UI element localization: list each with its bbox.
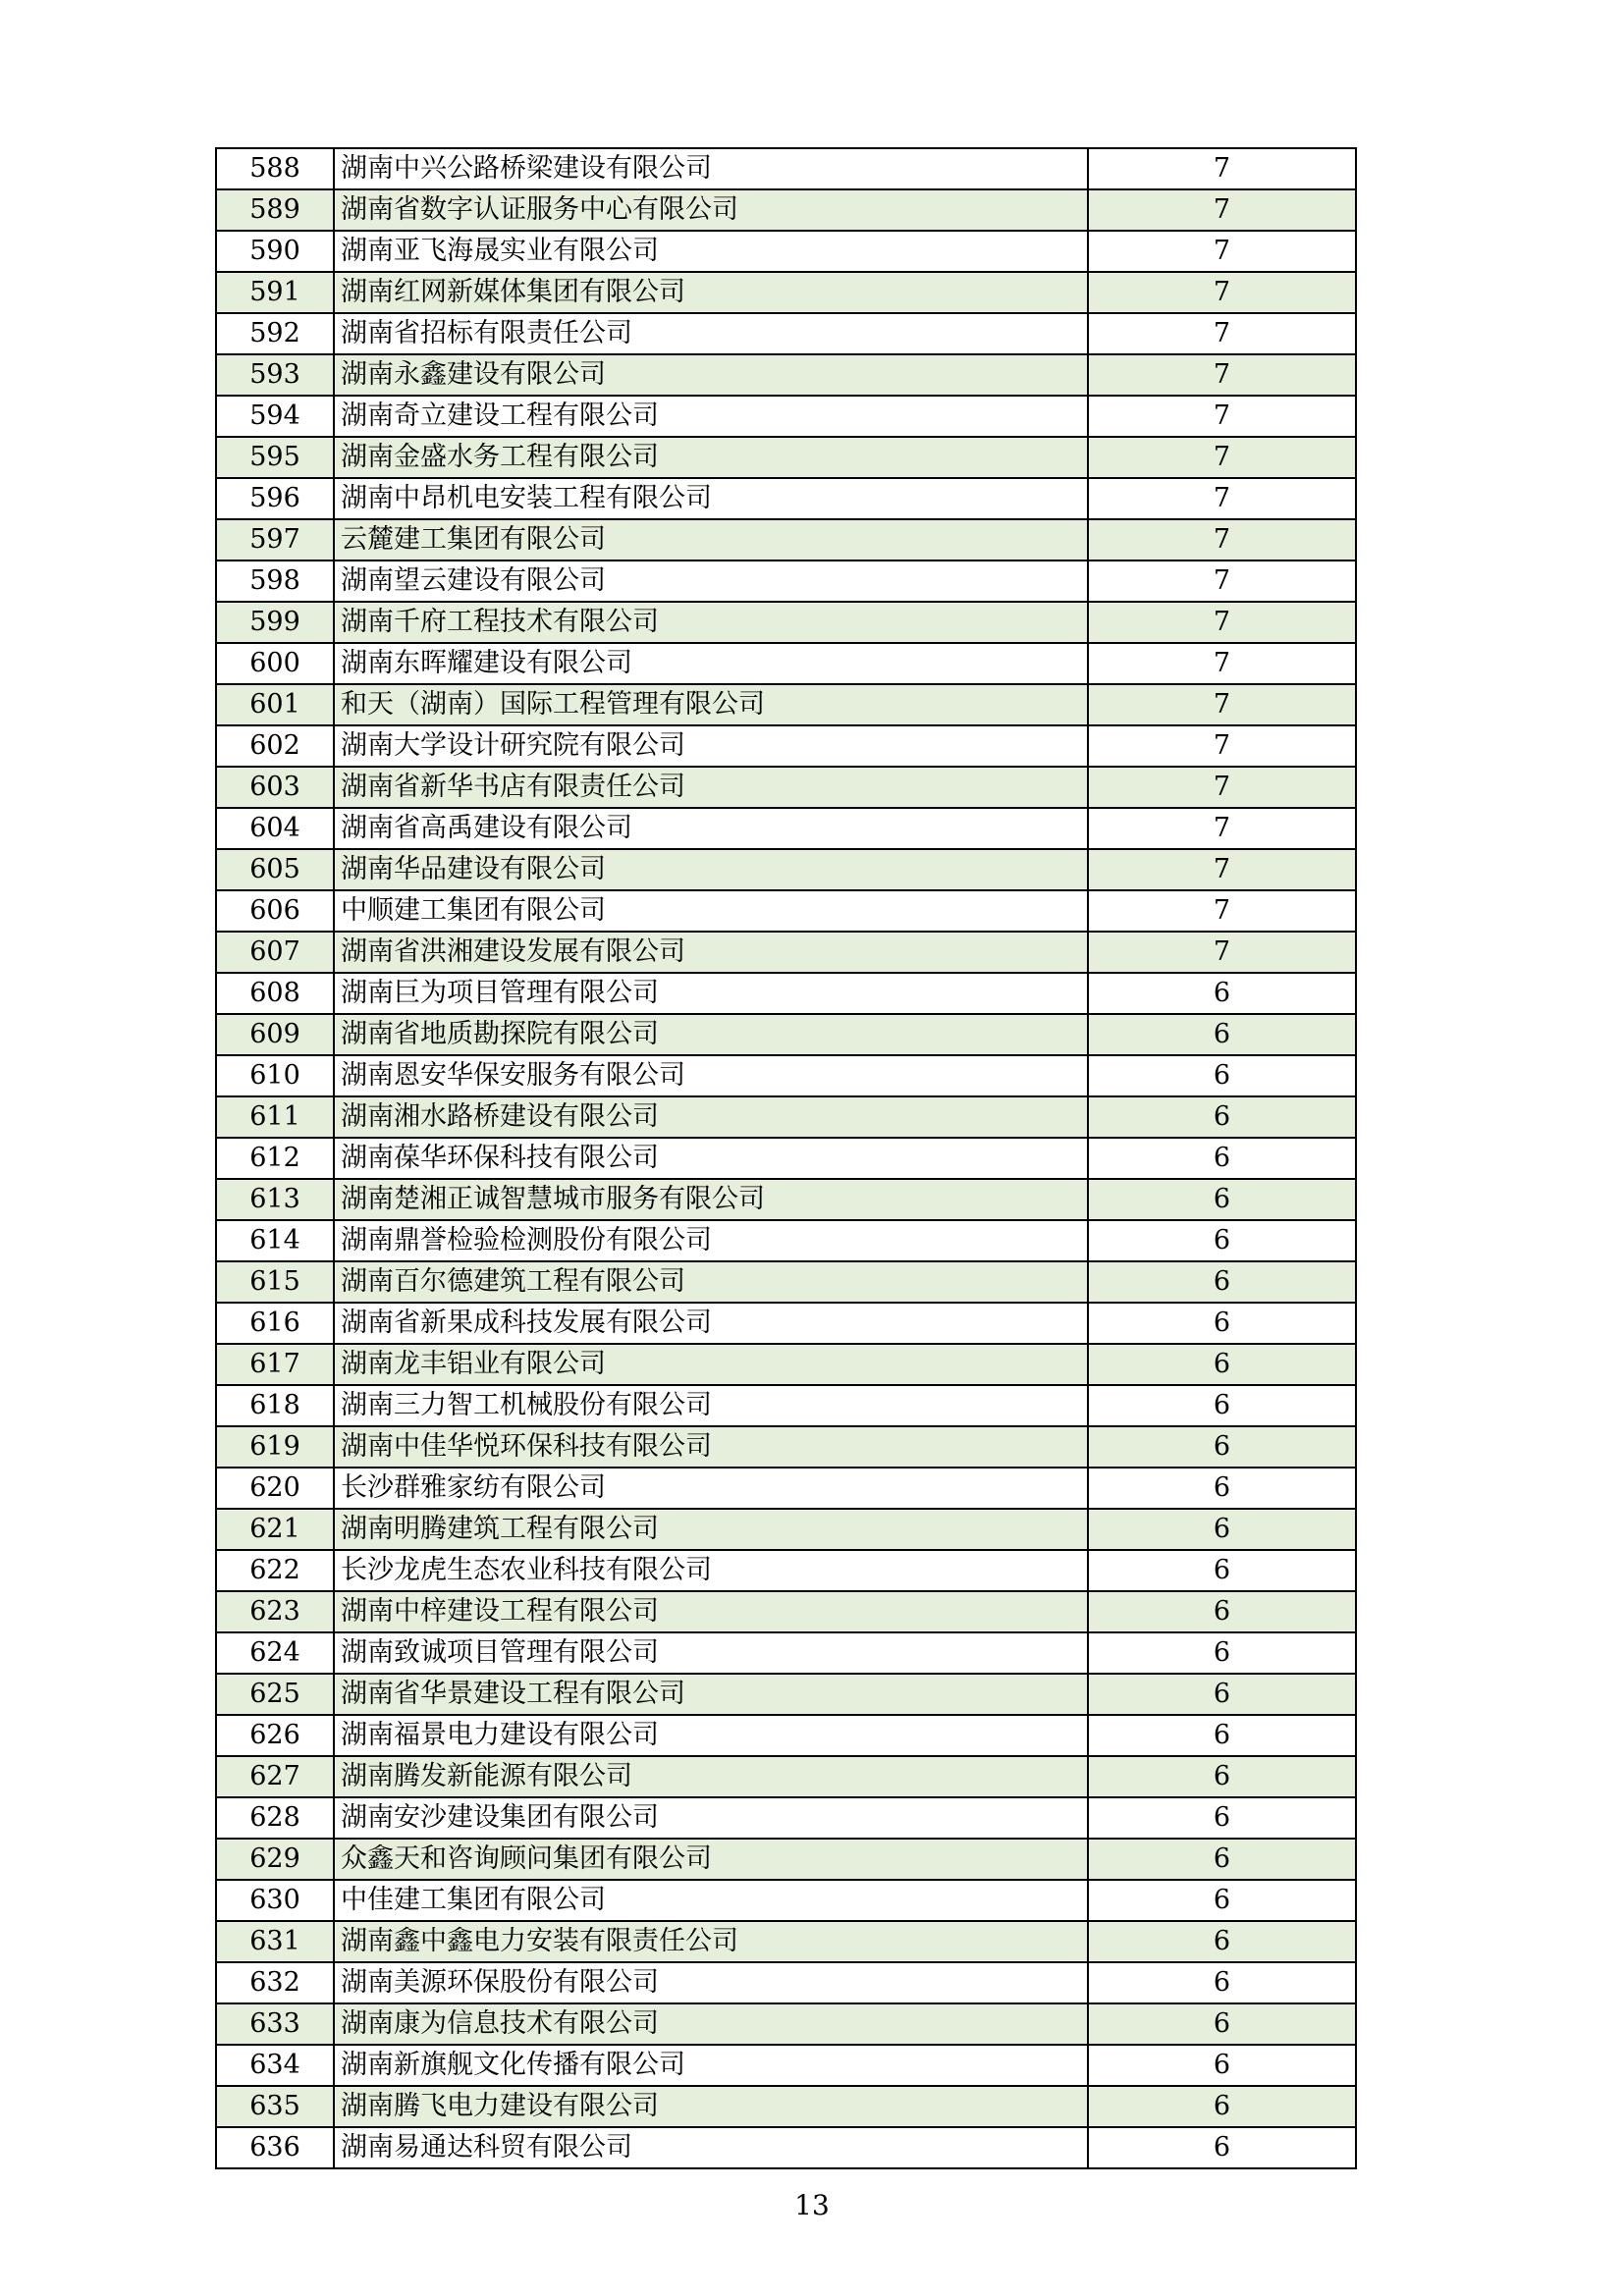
table-row [216, 272, 1356, 313]
rank-cell: 589 [216, 189, 334, 231]
score-cell: 6 [1088, 1962, 1356, 2003]
company-name-cell: 湖南鼎誉检验检测股份有限公司 [334, 1220, 1088, 1261]
table-row [216, 1468, 1356, 1509]
rank-cell: 631 [216, 1921, 334, 1962]
company-name-cell: 湖南亚飞海晟实业有限公司 [334, 231, 1088, 272]
company-name-cell: 湖南金盛水务工程有限公司 [334, 437, 1088, 478]
rank-cell: 613 [216, 1179, 334, 1220]
score-cell: 7 [1088, 354, 1356, 396]
score-cell: 7 [1088, 231, 1356, 272]
rank-cell: 633 [216, 2003, 334, 2045]
score-cell: 7 [1088, 725, 1356, 767]
company-name-cell: 湖南华品建设有限公司 [334, 849, 1088, 890]
score-cell: 6 [1088, 2127, 1356, 2168]
company-name-cell: 湖南恩安华保安服务有限公司 [334, 1055, 1088, 1096]
score-cell: 6 [1088, 1344, 1356, 1385]
rank-cell: 625 [216, 1674, 334, 1715]
table-row [216, 684, 1356, 725]
rank-cell: 614 [216, 1220, 334, 1261]
score-cell: 6 [1088, 1261, 1356, 1303]
rank-cell: 598 [216, 561, 334, 602]
company-name-cell: 长沙龙虎生态农业科技有限公司 [334, 1550, 1088, 1591]
rank-cell: 629 [216, 1839, 334, 1880]
table-row [216, 148, 1356, 189]
score-cell: 6 [1088, 1055, 1356, 1096]
rank-cell: 603 [216, 767, 334, 808]
score-cell: 6 [1088, 1096, 1356, 1138]
rank-cell: 602 [216, 725, 334, 767]
rank-cell: 612 [216, 1138, 334, 1179]
score-cell: 7 [1088, 478, 1356, 519]
rank-cell: 615 [216, 1261, 334, 1303]
score-cell: 7 [1088, 890, 1356, 932]
rank-cell: 619 [216, 1426, 334, 1468]
score-cell: 7 [1088, 684, 1356, 725]
score-cell: 6 [1088, 1220, 1356, 1261]
table-row [216, 1756, 1356, 1797]
score-cell: 7 [1088, 561, 1356, 602]
company-name-cell: 湖南三力智工机械股份有限公司 [334, 1385, 1088, 1426]
rank-cell: 623 [216, 1591, 334, 1632]
score-cell: 7 [1088, 148, 1356, 189]
score-cell: 7 [1088, 396, 1356, 437]
score-cell: 6 [1088, 1880, 1356, 1921]
rank-cell: 628 [216, 1797, 334, 1839]
company-name-cell: 湖南楚湘正诚智慧城市服务有限公司 [334, 1179, 1088, 1220]
table-row [216, 1674, 1356, 1715]
table-row [216, 1220, 1356, 1261]
table-row [216, 1962, 1356, 2003]
table-row [216, 189, 1356, 231]
score-cell: 6 [1088, 1385, 1356, 1426]
rank-cell: 618 [216, 1385, 334, 1426]
company-name-cell: 中顺建工集团有限公司 [334, 890, 1088, 932]
rank-cell: 632 [216, 1962, 334, 2003]
table-row [216, 437, 1356, 478]
table-row [216, 1426, 1356, 1468]
rank-cell: 605 [216, 849, 334, 890]
score-cell: 6 [1088, 1138, 1356, 1179]
company-name-cell: 湖南省招标有限责任公司 [334, 313, 1088, 354]
company-name-cell: 湖南中昂机电安装工程有限公司 [334, 478, 1088, 519]
company-name-cell: 湖南省地质勘探院有限公司 [334, 1014, 1088, 1055]
score-cell: 6 [1088, 1550, 1356, 1591]
table-row [216, 1344, 1356, 1385]
rank-cell: 626 [216, 1715, 334, 1756]
rank-cell: 600 [216, 643, 334, 684]
company-name-cell: 湖南腾飞电力建设有限公司 [334, 2086, 1088, 2127]
company-name-cell: 湖南安沙建设集团有限公司 [334, 1797, 1088, 1839]
company-name-cell: 湖南省新果成科技发展有限公司 [334, 1303, 1088, 1344]
rank-cell: 608 [216, 973, 334, 1014]
table-row [216, 519, 1356, 561]
table-row [216, 2086, 1356, 2127]
score-cell: 6 [1088, 1591, 1356, 1632]
company-name-cell: 中佳建工集团有限公司 [334, 1880, 1088, 1921]
score-cell: 7 [1088, 437, 1356, 478]
score-cell: 6 [1088, 2045, 1356, 2086]
rank-cell: 596 [216, 478, 334, 519]
company-name-cell: 湖南大学设计研究院有限公司 [334, 725, 1088, 767]
table-row [216, 1014, 1356, 1055]
score-cell: 6 [1088, 1303, 1356, 1344]
company-name-cell: 众鑫天和咨询顾问集团有限公司 [334, 1839, 1088, 1880]
rank-cell: 636 [216, 2127, 334, 2168]
company-name-cell: 湖南葆华环保科技有限公司 [334, 1138, 1088, 1179]
company-name-cell: 湖南红网新媒体集团有限公司 [334, 272, 1088, 313]
rank-cell: 616 [216, 1303, 334, 1344]
company-name-cell: 长沙群雅家纺有限公司 [334, 1468, 1088, 1509]
table-row [216, 1632, 1356, 1674]
score-cell: 7 [1088, 932, 1356, 973]
rank-cell: 630 [216, 1880, 334, 1921]
score-cell: 6 [1088, 1839, 1356, 1880]
score-cell: 6 [1088, 2003, 1356, 2045]
score-cell: 7 [1088, 767, 1356, 808]
rank-cell: 624 [216, 1632, 334, 1674]
rank-cell: 599 [216, 602, 334, 643]
rank-cell: 601 [216, 684, 334, 725]
company-name-cell: 湖南省洪湘建设发展有限公司 [334, 932, 1088, 973]
score-cell: 6 [1088, 2086, 1356, 2127]
rank-cell: 621 [216, 1509, 334, 1550]
rank-cell: 607 [216, 932, 334, 973]
rank-cell: 620 [216, 1468, 334, 1509]
rank-cell: 627 [216, 1756, 334, 1797]
company-name-cell: 和天（湖南）国际工程管理有限公司 [334, 684, 1088, 725]
company-name-cell: 湖南望云建设有限公司 [334, 561, 1088, 602]
table-row [216, 1096, 1356, 1138]
rank-cell: 595 [216, 437, 334, 478]
table-row [216, 396, 1356, 437]
rank-cell: 588 [216, 148, 334, 189]
score-cell: 7 [1088, 643, 1356, 684]
table-row [216, 1055, 1356, 1096]
score-cell: 6 [1088, 1179, 1356, 1220]
rank-cell: 610 [216, 1055, 334, 1096]
company-name-cell: 湖南腾发新能源有限公司 [334, 1756, 1088, 1797]
table-row [216, 1591, 1356, 1632]
table-body [216, 148, 1356, 2168]
company-name-cell: 云麓建工集团有限公司 [334, 519, 1088, 561]
company-name-cell: 湖南易通达科贸有限公司 [334, 2127, 1088, 2168]
table-row [216, 1138, 1356, 1179]
rank-cell: 590 [216, 231, 334, 272]
company-name-cell: 湖南百尔德建筑工程有限公司 [334, 1261, 1088, 1303]
table-row [216, 1385, 1356, 1426]
rank-cell: 594 [216, 396, 334, 437]
rank-cell: 634 [216, 2045, 334, 2086]
rank-cell: 635 [216, 2086, 334, 2127]
table-row [216, 1921, 1356, 1962]
score-cell: 7 [1088, 602, 1356, 643]
table-row [216, 808, 1356, 849]
company-name-cell: 湖南永鑫建设有限公司 [334, 354, 1088, 396]
table-row [216, 1550, 1356, 1591]
table-row [216, 354, 1356, 396]
rank-cell: 593 [216, 354, 334, 396]
score-cell: 7 [1088, 808, 1356, 849]
company-name-cell: 湖南省华景建设工程有限公司 [334, 1674, 1088, 1715]
rank-cell: 609 [216, 1014, 334, 1055]
table-row [216, 231, 1356, 272]
table-row [216, 313, 1356, 354]
company-name-cell: 湖南东晖耀建设有限公司 [334, 643, 1088, 684]
score-cell: 6 [1088, 973, 1356, 1014]
score-cell: 6 [1088, 1509, 1356, 1550]
rank-cell: 591 [216, 272, 334, 313]
company-name-cell: 湖南千府工程技术有限公司 [334, 602, 1088, 643]
table-row [216, 2127, 1356, 2168]
table-row [216, 1179, 1356, 1220]
score-cell: 6 [1088, 1426, 1356, 1468]
rank-cell: 604 [216, 808, 334, 849]
rank-cell: 611 [216, 1096, 334, 1138]
rank-cell: 592 [216, 313, 334, 354]
score-cell: 6 [1088, 1715, 1356, 1756]
company-name-cell: 湖南鑫中鑫电力安装有限责任公司 [334, 1921, 1088, 1962]
table-row [216, 561, 1356, 602]
score-cell: 6 [1088, 1756, 1356, 1797]
table-row [216, 602, 1356, 643]
table-row [216, 2003, 1356, 2045]
company-name-cell: 湖南省新华书店有限责任公司 [334, 767, 1088, 808]
rank-cell: 622 [216, 1550, 334, 1591]
company-name-cell: 湖南龙丰铝业有限公司 [334, 1344, 1088, 1385]
table-row [216, 725, 1356, 767]
company-name-cell: 湖南中佳华悦环保科技有限公司 [334, 1426, 1088, 1468]
table-row [216, 1261, 1356, 1303]
table-row [216, 973, 1356, 1014]
table-row [216, 1303, 1356, 1344]
table-row [216, 1715, 1356, 1756]
company-name-cell: 湖南巨为项目管理有限公司 [334, 973, 1088, 1014]
company-name-cell: 湖南省数字认证服务中心有限公司 [334, 189, 1088, 231]
company-name-cell: 湖南中梓建设工程有限公司 [334, 1591, 1088, 1632]
score-cell: 6 [1088, 1468, 1356, 1509]
company-name-cell: 湖南康为信息技术有限公司 [334, 2003, 1088, 2045]
score-cell: 7 [1088, 849, 1356, 890]
company-name-cell: 湖南省高禹建设有限公司 [334, 808, 1088, 849]
table-row [216, 890, 1356, 932]
score-cell: 6 [1088, 1014, 1356, 1055]
company-name-cell: 湖南致诚项目管理有限公司 [334, 1632, 1088, 1674]
rank-cell: 606 [216, 890, 334, 932]
company-name-cell: 湖南福景电力建设有限公司 [334, 1715, 1088, 1756]
score-cell: 6 [1088, 1797, 1356, 1839]
table-row [216, 1797, 1356, 1839]
score-cell: 6 [1088, 1674, 1356, 1715]
company-name-cell: 湖南美源环保股份有限公司 [334, 1962, 1088, 2003]
table-row [216, 478, 1356, 519]
score-cell: 7 [1088, 519, 1356, 561]
rank-cell: 597 [216, 519, 334, 561]
score-cell: 7 [1088, 313, 1356, 354]
score-cell: 7 [1088, 189, 1356, 231]
ranking-table [215, 147, 1357, 2169]
table-row [216, 1839, 1356, 1880]
table-row [216, 1509, 1356, 1550]
company-name-cell: 湖南湘水路桥建设有限公司 [334, 1096, 1088, 1138]
table-row [216, 643, 1356, 684]
page-number: 13 [794, 2189, 830, 2221]
table-row [216, 932, 1356, 973]
company-name-cell: 湖南明腾建筑工程有限公司 [334, 1509, 1088, 1550]
table-row [216, 849, 1356, 890]
rank-cell: 617 [216, 1344, 334, 1385]
score-cell: 7 [1088, 272, 1356, 313]
company-name-cell: 湖南新旗舰文化传播有限公司 [334, 2045, 1088, 2086]
score-cell: 6 [1088, 1921, 1356, 1962]
company-name-cell: 湖南中兴公路桥梁建设有限公司 [334, 148, 1088, 189]
table-row [216, 2045, 1356, 2086]
table-row [216, 1880, 1356, 1921]
company-name-cell: 湖南奇立建设工程有限公司 [334, 396, 1088, 437]
table-row [216, 767, 1356, 808]
score-cell: 6 [1088, 1632, 1356, 1674]
